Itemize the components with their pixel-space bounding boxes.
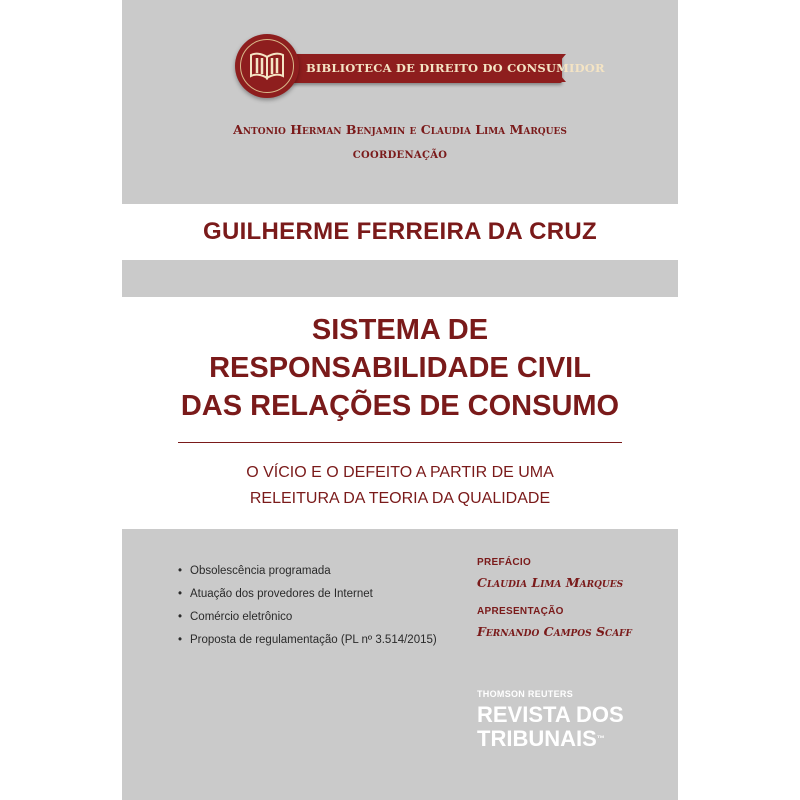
presentation-name: Fernando Campos Scaff (477, 624, 632, 639)
topic-item (178, 629, 437, 652)
topic-text: Obsolescência programada (190, 565, 331, 577)
bullet: • (178, 588, 183, 600)
subtitle-line-2: RELEITURA DA TEORIA DA QUALIDADE (249, 490, 551, 507)
topic-list (178, 560, 437, 652)
topic-text: Comércio eletrônico (190, 611, 293, 623)
gray-stripe (122, 260, 678, 297)
topic-item (178, 560, 437, 583)
title-line-2: RESPONSABILIDADE CIVIL (209, 352, 591, 384)
top-gray-panel (122, 0, 678, 204)
series-badge (235, 34, 299, 98)
book-icon (249, 52, 285, 80)
bullet: • (178, 611, 183, 623)
series-label: BIBLIOTECA DE DIREITO DO CONSUMIDOR (306, 61, 605, 75)
publisher-line-2 (477, 727, 605, 751)
publisher-line-1: REVISTA DOS (477, 702, 624, 727)
topic-item (178, 583, 437, 606)
preface-name: Claudia Lima Marques (477, 575, 624, 590)
bullet: • (178, 634, 183, 646)
trademark-mark: ™ (596, 734, 605, 743)
publisher-line-2-text: TRIBUNAIS (477, 726, 597, 751)
coordinator-names: Antonio Herman Benjamin e Claudia Lima Marques (233, 122, 567, 137)
topic-text: Atuação dos provedores de Internet (190, 588, 373, 600)
bullet: • (178, 565, 183, 577)
title-line-3: DAS RELAÇÕES DE CONSUMO (180, 390, 620, 422)
subtitle-line-1: O VÍCIO E O DEFEITO A PARTIR DE UMA (246, 464, 554, 481)
preface-label: PREFÁCIO (477, 557, 532, 568)
presentation-label: APRESENTAÇÃO (477, 606, 564, 617)
title-divider (178, 442, 622, 443)
topic-text: Proposta de regulamentação (PL nº 3.514/2015) (190, 634, 437, 646)
coordination-role: COORDENAÇÃO (352, 150, 448, 161)
title-line-1: SISTEMA DE (311, 314, 489, 346)
topic-item (178, 606, 437, 629)
author-name: GUILHERME FERREIRA DA CRUZ (202, 218, 597, 245)
book-cover (122, 0, 678, 800)
publisher-parent: THOMSON REUTERS (477, 689, 574, 699)
